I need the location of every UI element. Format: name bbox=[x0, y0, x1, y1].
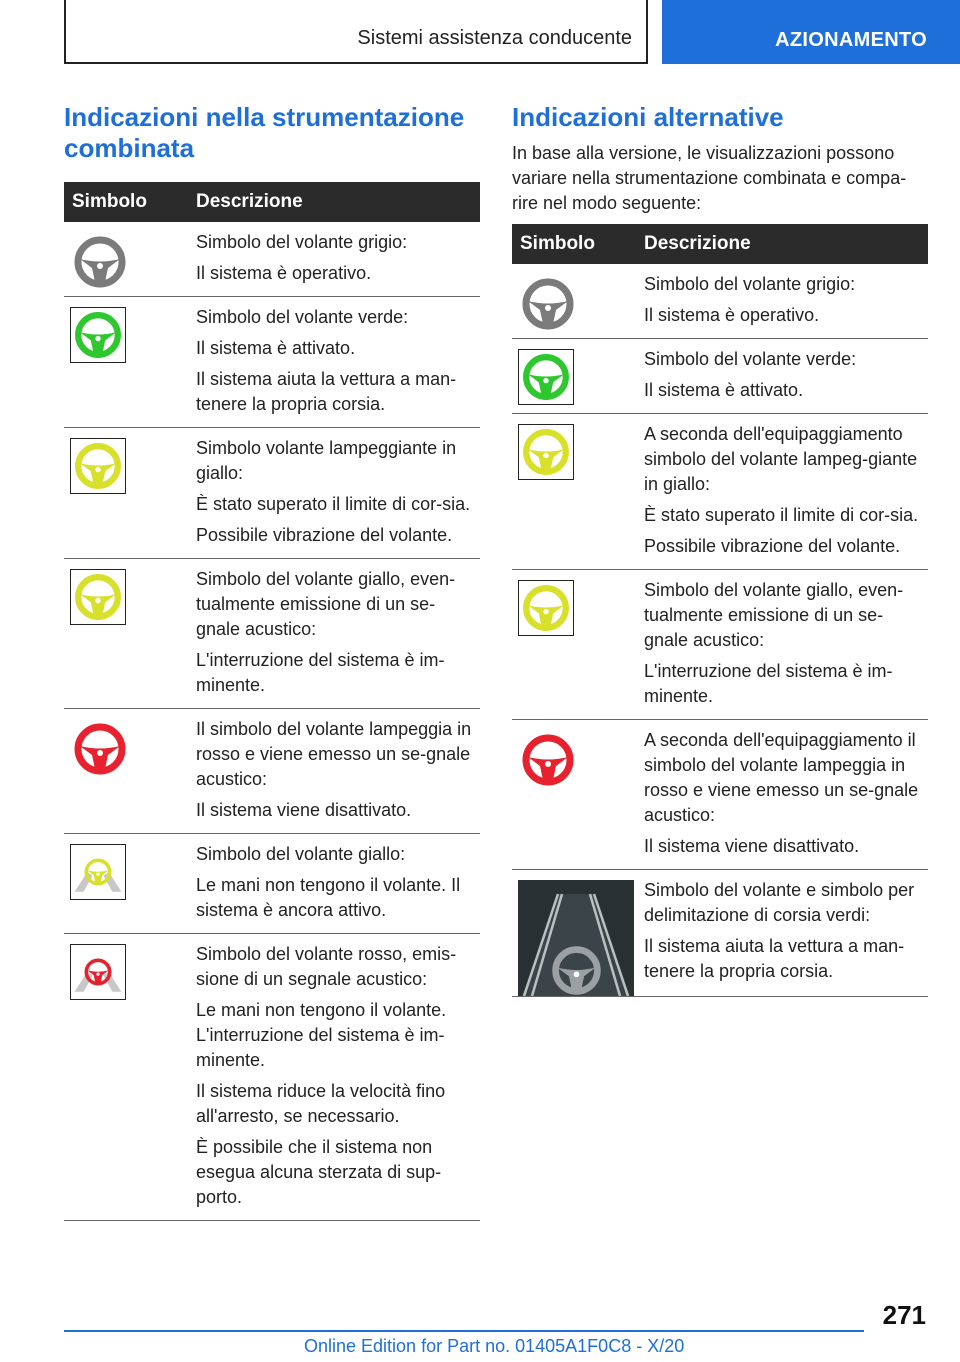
header-section-box bbox=[64, 0, 648, 64]
table-row bbox=[512, 870, 928, 997]
description-line: Simbolo del volante giallo, even-tualmente emissione di un se-gnale acustico: bbox=[644, 580, 904, 650]
description-line: Simbolo del volante verde: bbox=[644, 349, 857, 369]
table-row bbox=[64, 559, 480, 709]
steering-wheel-yellow-icon bbox=[518, 580, 574, 636]
steering-wheel-red-icon bbox=[518, 730, 578, 790]
header-chapter-tab[interactable] bbox=[662, 0, 960, 64]
symbol-cell bbox=[64, 222, 188, 296]
steering-wheel-green-icon bbox=[70, 307, 126, 363]
description-line: Il sistema è operativo. bbox=[196, 263, 372, 283]
footer-divider bbox=[64, 1330, 864, 1332]
header-section-title: Sistemi assistenza conducente bbox=[357, 27, 632, 49]
description-cell bbox=[188, 709, 480, 833]
description-cell bbox=[188, 222, 480, 296]
description-line: Possibile vibrazione del volante. bbox=[644, 536, 901, 556]
symbol-cell bbox=[512, 720, 636, 869]
table-row bbox=[64, 934, 480, 1221]
description-line: Simbolo del volante verde: bbox=[196, 307, 409, 327]
description-cell bbox=[636, 870, 928, 996]
table-row bbox=[64, 709, 480, 834]
description-line: Il sistema aiuta la vettura a man-tenere la propria corsia. bbox=[644, 936, 905, 981]
description-line: Le mani non tengono il volante. Il sistema è ancora attivo. bbox=[196, 875, 461, 920]
description-line: Simbolo del volante grigio: bbox=[644, 274, 856, 294]
symbol-cell bbox=[64, 934, 188, 1220]
table-row bbox=[512, 339, 928, 414]
right-intro: In base alla versione, le visualizzazioni possono variare nella strumentazione combinata e compa-rire nel modo seguente: bbox=[512, 143, 907, 213]
description-line: Il sistema aiuta la vettura a man-tenere la propria corsia. bbox=[196, 369, 457, 414]
table-row bbox=[64, 834, 480, 934]
symbol-cell bbox=[64, 559, 188, 708]
lane-markings-steering-wheel-icon bbox=[518, 880, 634, 996]
steering-wheel-grey-icon bbox=[518, 274, 578, 334]
right-column bbox=[512, 102, 928, 997]
symbol-cell bbox=[512, 414, 636, 569]
description-cell bbox=[188, 559, 480, 708]
left-col-description: Descrizione bbox=[196, 191, 303, 212]
description-line: Il sistema viene disattivato. bbox=[644, 836, 860, 856]
symbol-cell bbox=[512, 870, 636, 996]
description-line: Simbolo del volante giallo: bbox=[196, 844, 406, 864]
description-cell bbox=[636, 339, 928, 413]
symbol-cell bbox=[64, 297, 188, 427]
steering-wheel-red-icon bbox=[70, 719, 130, 779]
table-row bbox=[512, 414, 928, 570]
right-table-header bbox=[512, 224, 928, 264]
symbol-cell bbox=[64, 428, 188, 558]
symbol-cell bbox=[64, 834, 188, 933]
table-row bbox=[512, 264, 928, 339]
description-cell bbox=[636, 414, 928, 569]
footer-edition: Online Edition for Part no. 01405A1F0C8 - X/20 bbox=[304, 1336, 685, 1356]
left-table-header bbox=[64, 182, 480, 222]
description-cell bbox=[636, 264, 928, 338]
right-heading: Indicazioni alternative bbox=[512, 102, 784, 132]
description-line: Il sistema riduce la velocità fino all'arresto, se necessario. bbox=[196, 1081, 446, 1126]
description-line: Il sistema è attivato. bbox=[196, 338, 356, 358]
steering-wheel-grey-icon bbox=[70, 232, 130, 292]
steering-wheel-yellow-blink-icon bbox=[518, 424, 574, 480]
symbol-cell bbox=[512, 264, 636, 338]
steering-wheel-hands-yellow-icon bbox=[70, 844, 126, 900]
description-line: È stato superato il limite di cor-sia. bbox=[644, 505, 919, 525]
symbol-cell bbox=[512, 339, 636, 413]
steering-wheel-hands-red-icon bbox=[70, 944, 126, 1000]
description-cell bbox=[188, 297, 480, 427]
left-table-body bbox=[64, 222, 480, 1221]
left-col-symbol: Simbolo bbox=[72, 191, 147, 212]
description-cell bbox=[188, 934, 480, 1220]
description-cell bbox=[636, 720, 928, 869]
right-table-body bbox=[512, 264, 928, 997]
description-line: A seconda dell'equipaggiamento il simbolo del volante lampeggia in rosso e viene emesso un se-gnale acustico: bbox=[644, 730, 919, 825]
page-number: 271 bbox=[882, 1300, 926, 1330]
description-line: Simbolo del volante rosso, emis-sione di un segnale acustico: bbox=[196, 944, 457, 989]
table-row bbox=[64, 428, 480, 559]
description-line: Possibile vibrazione del volante. bbox=[196, 525, 453, 545]
table-row bbox=[512, 720, 928, 870]
description-line: L'interruzione del sistema è im-minente. bbox=[196, 650, 445, 695]
description-line: Il simbolo del volante lampeggia in rosso e viene emesso un se-gnale acustico: bbox=[196, 719, 472, 789]
steering-wheel-yellow-icon bbox=[70, 569, 126, 625]
description-line: A seconda dell'equipaggiamento simbolo del volante lampeg-giante in giallo: bbox=[644, 424, 918, 494]
symbol-cell bbox=[512, 570, 636, 719]
description-line: Il sistema viene disattivato. bbox=[196, 800, 412, 820]
description-line: È possibile che il sistema non esegua alcuna sterzata di sup-porto. bbox=[196, 1137, 442, 1207]
description-cell bbox=[188, 834, 480, 933]
description-line: È stato superato il limite di cor-sia. bbox=[196, 494, 471, 514]
description-cell bbox=[636, 570, 928, 719]
header-chapter-label: AZIONAMENTO bbox=[775, 29, 927, 51]
steering-wheel-yellow-blink-icon bbox=[70, 438, 126, 494]
table-row bbox=[64, 222, 480, 297]
left-heading: Indicazioni nella strumentazione combinata bbox=[64, 102, 465, 163]
description-line: Il sistema è attivato. bbox=[644, 380, 804, 400]
description-line: Simbolo del volante e simbolo per delimitazione di corsia verdi: bbox=[644, 880, 915, 925]
symbol-cell bbox=[64, 709, 188, 833]
left-column bbox=[64, 102, 480, 1221]
table-row bbox=[512, 570, 928, 720]
steering-wheel-green-icon bbox=[518, 349, 574, 405]
description-line: L'interruzione del sistema è im-minente. bbox=[644, 661, 893, 706]
right-col-symbol: Simbolo bbox=[520, 233, 595, 254]
description-line: Simbolo del volante giallo, even-tualmente emissione di un se-gnale acustico: bbox=[196, 569, 456, 639]
description-line: Il sistema è operativo. bbox=[644, 305, 820, 325]
description-line: Le mani non tengono il volante. L'interruzione del sistema è im-minente. bbox=[196, 1000, 447, 1070]
description-cell bbox=[188, 428, 480, 558]
right-col-description: Descrizione bbox=[644, 233, 751, 254]
table-row bbox=[64, 297, 480, 428]
description-line: Simbolo volante lampeggiante in giallo: bbox=[196, 438, 457, 483]
description-line: Simbolo del volante grigio: bbox=[196, 232, 408, 252]
